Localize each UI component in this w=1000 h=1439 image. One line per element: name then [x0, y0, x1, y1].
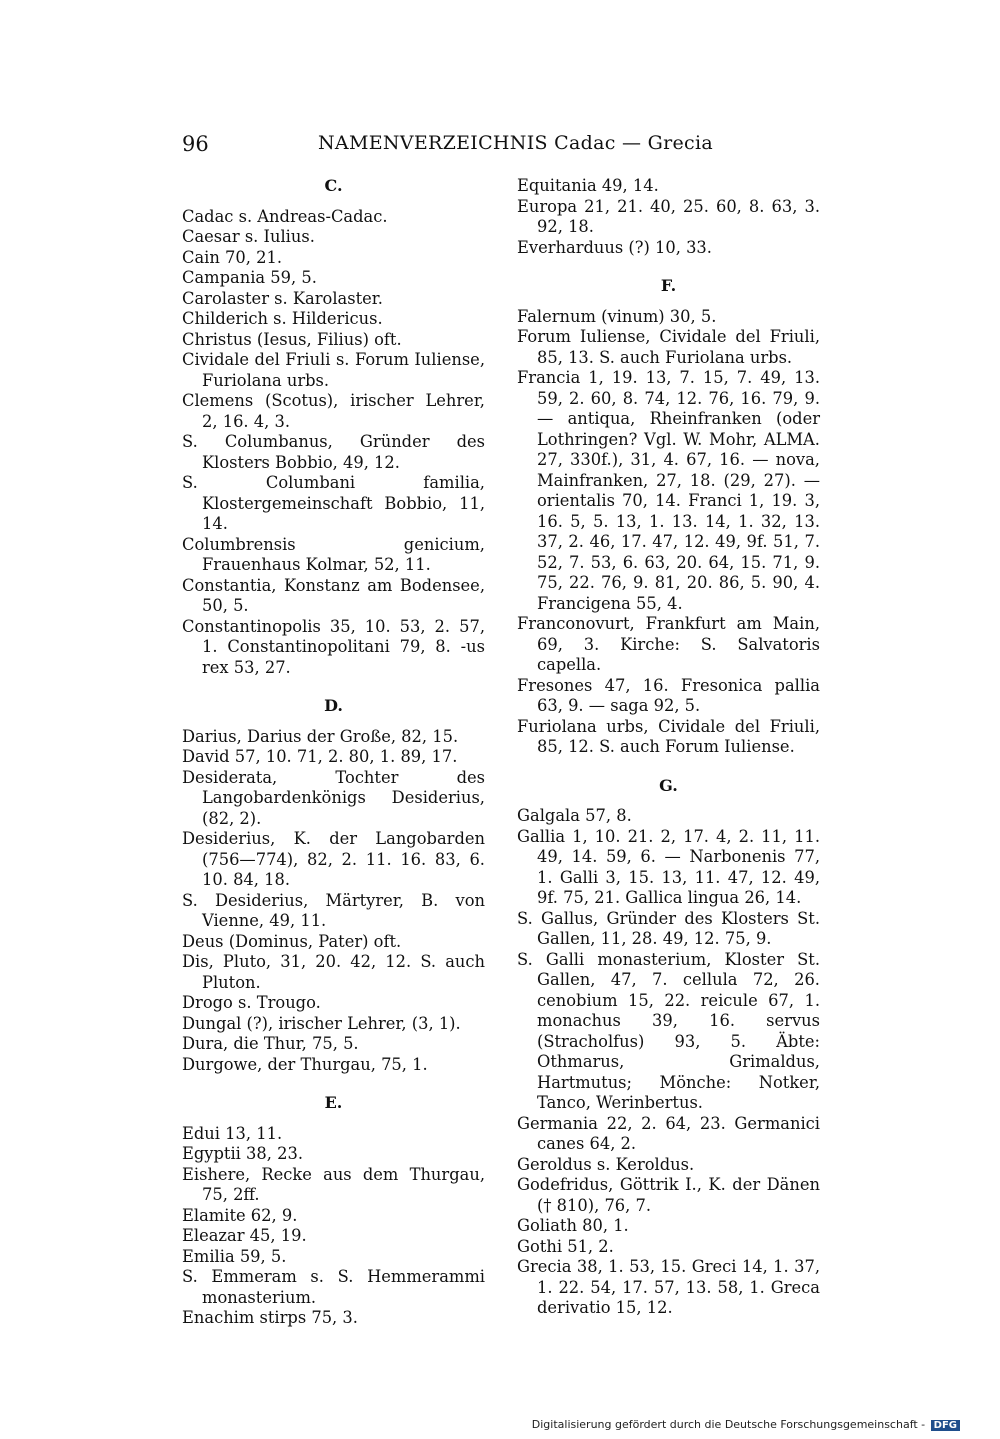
index-entry: Geroldus s. Keroldus. [517, 1154, 695, 1174]
index-entry: Gallia 1, 10. 21. 2, 17. 4, 2. 11, 11. 49, 14. 59, 6. — Narbonenis 77, 1. Galli 3, 15. 13, 11. 47, 12. 49, 9f. 75, 21. Gallica lingua 26, 14. [517, 826, 820, 907]
index-entry: Eleazar 45, 19. [182, 1226, 307, 1245]
entries-g [517, 806, 820, 1319]
index-entry: Dungal (?), irischer Lehrer, (3, 1). [182, 1013, 461, 1033]
index-entry: Grecia 38, 1. 53, 15. Greci 14, 1. 37, 1. 22. 54, 17. 57, 13. 58, 1. Greca derivatio 15, 12. [517, 1257, 820, 1317]
index-entry: S. Gallus, Gründer des Klosters St. Gallen, 11, 28. 49, 12. 75, 9. [517, 908, 820, 948]
footer-credit [532, 1418, 960, 1431]
section-letter-f: F. [660, 276, 677, 295]
index-entry: Columbrensis genicium, Frauenhaus Kolmar, 52, 11. [182, 534, 485, 574]
index-entry: Cividale del Friuli s. Forum Iuliense, Furiolana urbs. [182, 350, 485, 390]
index-entry: Eishere, Recke aus dem Thurgau, 75, 2ff. [182, 1164, 485, 1204]
section-letter-e: E. [324, 1093, 343, 1112]
index-entry: S. Columbanus, Gründer des Klosters Bobbio, 49, 12. [182, 432, 485, 472]
entries-d [182, 727, 485, 1076]
index-entry: Caesar s. Iulius. [182, 227, 315, 246]
index-entry: S. Columbani familia, Klostergemeinschaft Bobbio, 11, 14. [182, 473, 485, 533]
index-entry: Durgowe, der Thurgau, 75, 1. [182, 1054, 428, 1074]
index-entry: Enachim stirps 75, 3. [182, 1308, 358, 1327]
index-entry: Egyptii 38, 23. [182, 1144, 304, 1163]
index-entry: Galgala 57, 8. [517, 806, 632, 825]
index-entry: Elamite 62, 9. [182, 1205, 298, 1225]
footer-text: Digitalisierung gefördert durch die Deutsche Forschungsgemeinschaft - [531, 1418, 926, 1431]
index-entry: Darius, Darius der Große, 82, 15. [182, 726, 459, 746]
index-entry: Desiderata, Tochter des Langobardenkönigs Desiderius, (82, 2). [182, 767, 485, 828]
right-column [517, 176, 820, 1319]
index-entry: Constantinopolis 35, 10. 53, 2. 57, 1. Constantinopolitani 79, 8. -us rex 53, 27. [182, 616, 485, 677]
index-entry: Drogo s. Trougo. [182, 993, 321, 1012]
index-entry: Childerich s. Hildericus. [182, 309, 383, 328]
index-entry: David 57, 10. 71, 2. 80, 1. 89, 17. [182, 747, 458, 766]
index-entry: Gothi 51, 2. [517, 1236, 614, 1256]
section-letter-g: G. [659, 775, 678, 795]
index-entry: Franconovurt, Frankfurt am Main, 69, 3. Kirche: S. Salvatoris capella. [517, 614, 820, 674]
entries-f [517, 307, 820, 758]
index-entry: Equitania 49, 14. [517, 176, 659, 195]
index-entry: Desiderius, K. der Langobarden (756—774), 82, 2. 11. 16. 83, 6. 10. 84, 18. [182, 829, 485, 889]
index-entry: Dura, die Thur, 75, 5. [182, 1034, 359, 1053]
index-entry: Forum Iuliense, Cividale del Friuli, 85, 13. S. auch Furiolana urbs. [517, 327, 820, 367]
index-entry: Emilia 59, 5. [182, 1246, 287, 1266]
dfg-logo: DFG [931, 1420, 960, 1431]
index-entry: Furiolana urbs, Cividale del Friuli, 85, 12. S. auch Forum Iuliense. [517, 716, 820, 756]
index-entry: Deus (Dominus, Pater) oft. [182, 931, 402, 951]
index-entry: S. Desiderius, Märtyrer, B. von Vienne, 49, 11. [182, 890, 485, 930]
left-column [182, 176, 485, 1329]
entries-e [182, 1124, 485, 1329]
section-letter-d: D. [324, 696, 343, 715]
entries-c [182, 207, 485, 679]
index-entry: Europa 21, 21. 40, 25. 60, 8. 63, 3. 92, 18. [517, 196, 820, 236]
entries-e-continued [517, 176, 820, 258]
index-entry: S. Emmeram s. S. Hemmerammi monasterium. [182, 1267, 485, 1307]
index-entry: Dis, Pluto, 31, 20. 42, 12. S. auch Pluton. [182, 952, 485, 992]
index-entry: S. Galli monasterium, Kloster St. Gallen, 47, 7. cellula 72, 26. cenobium 15, 22. reicule 67, 1. monachus 39, 16. servus (Stracholfus) 93, 5. Äbte: Othmarus, Grimaldus, Hartmutus; Mönche: Notker, Tanco, Werinbertus. [517, 949, 820, 1112]
index-entry: Cadac s. Andreas-Cadac. [182, 206, 388, 226]
index-entry: Germania 22, 2. 64, 23. Germanici canes 64, 2. [517, 1113, 820, 1153]
index-entry: Everharduus (?) 10, 33. [517, 237, 712, 257]
index-entry: Francia 1, 19. 13, 7. 15, 7. 49, 13. 59, 2. 60, 8. 74, 12. 76, 16. 79, 9. — antiqua, Rheinfranken (oder Lothringen? Vgl. W. Mohr, ALMA. 27, 330f.), 31, 4. 67, 16. — nova, Mainfranken, 27, 18. (29, 27). — orientalis 70, 14. Franci 1, 19. 3, 16. 5, 5. 13, 1. 13. 14, 1. 32, 13. 37, 2. 46, 17. 47, 12. 49, 9f. 51, 7. 52, 7. 53, 6. 63, 20. 64, 15. 71, 9. 75, 22. 76, 9. 81, 20. 86, 5. 90, 4. Francigena 55, 4. [517, 368, 820, 613]
index-entry: Edui 13, 11. [182, 1123, 283, 1143]
index-entry: Constantia, Konstanz am Bodensee, 50, 5. [182, 575, 485, 615]
running-head: NAMENVERZEICHNIS Cadac — Grecia [318, 132, 713, 154]
index-entry: Fresones 47, 16. Fresonica pallia 63, 9. — saga 92, 5. [517, 675, 820, 715]
index-entry: Campania 59, 5. [182, 268, 317, 287]
index-entry: Christus (Iesus, Filius) oft. [182, 329, 402, 349]
section-letter-c: C. [324, 176, 343, 195]
page-number: 96 [182, 132, 209, 156]
index-entry: Godefridus, Göttrik I., K. der Dänen († 810), 76, 7. [517, 1175, 820, 1215]
index-entry: Goliath 80, 1. [517, 1216, 629, 1235]
index-entry: Cain 70, 21. [182, 247, 282, 267]
index-entry: Clemens (Scotus), irischer Lehrer, 2, 16. 4, 3. [182, 391, 485, 431]
index-entry: Falernum (vinum) 30, 5. [517, 306, 717, 326]
index-entry: Carolaster s. Karolaster. [182, 288, 383, 308]
